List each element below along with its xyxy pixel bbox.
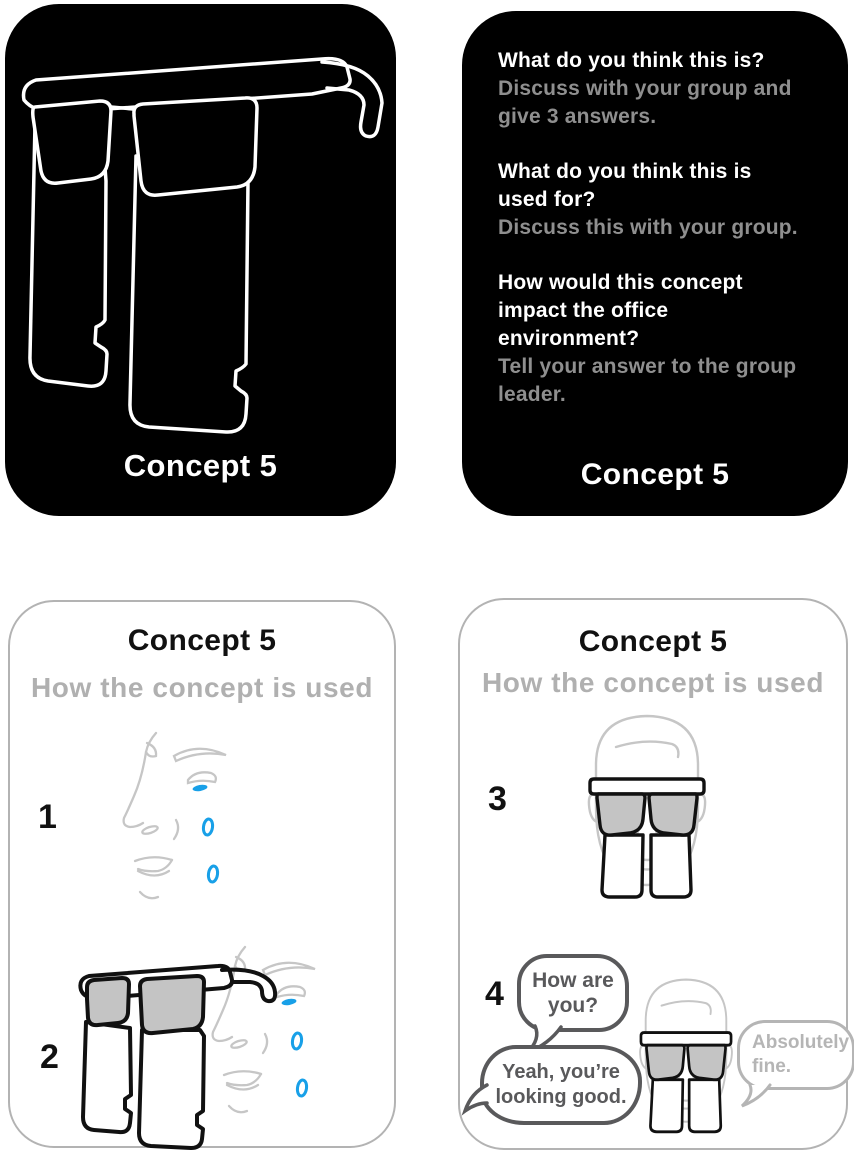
step-number-3: 3 — [488, 780, 507, 818]
questions-card — [462, 11, 848, 516]
questions-block — [462, 11, 824, 409]
bubble-text-line: fine. — [752, 1056, 792, 1077]
right-collector-tube — [130, 156, 248, 432]
right-lens — [140, 976, 204, 1033]
concept-front-card — [5, 4, 396, 516]
question-group — [498, 269, 798, 409]
card-title: Concept 5 — [578, 625, 728, 658]
person-wearing-device-illustration — [585, 707, 709, 902]
answer-instruction: Discuss this with your group. — [498, 216, 798, 239]
answer-instruction: Discuss with your group and give 3 answers. — [498, 77, 792, 128]
crying-face-profile-illustration — [122, 730, 232, 910]
device-collecting-tears-illustration — [72, 942, 402, 1152]
question-text: What do you think this is? — [498, 49, 765, 72]
card-subtitle: How the concept is used — [481, 667, 825, 698]
step-number-2: 2 — [40, 1038, 59, 1076]
usage-card-steps-3-4 — [458, 598, 848, 1150]
person-wearing-device-small-illustration — [637, 972, 735, 1136]
card-subtitle: How the concept is used — [30, 672, 374, 703]
question-group — [498, 158, 798, 242]
step-number-1: 1 — [38, 798, 57, 836]
card-title: Concept 5 — [127, 624, 277, 657]
card-title: Concept 5 — [123, 448, 278, 483]
right-collector-tube — [139, 1030, 204, 1148]
usage-card-steps-1-2 — [8, 600, 396, 1148]
bubble-text-line: looking good. — [495, 1086, 627, 1108]
bubble-text-line: Yeah, you’re — [502, 1061, 620, 1083]
step-number-4: 4 — [485, 975, 504, 1013]
speech-bubble-how-are-you — [517, 954, 629, 1032]
left-collector-tube — [83, 1022, 131, 1132]
bubble-tail-icon — [742, 1083, 776, 1109]
bubble-text-line: How are — [532, 969, 614, 992]
answer-instruction: Tell your answer to the group leader. — [498, 355, 797, 406]
tear-collecting-glasses-illustration — [5, 6, 396, 461]
speech-bubble-absolutely-fine — [737, 1020, 854, 1090]
question-group — [498, 47, 798, 131]
question-text: How would this concept impact the office environment? — [498, 271, 743, 350]
question-text: What do you think this is used for? — [498, 160, 752, 211]
right-lens — [134, 98, 257, 195]
bubble-text-line: you? — [547, 994, 599, 1017]
tear-collector-device — [80, 966, 275, 1148]
card-title: Concept 5 — [580, 458, 730, 491]
left-lens — [33, 101, 111, 183]
left-lens — [87, 978, 129, 1025]
bridge — [111, 107, 133, 109]
bubble-tail-icon — [463, 1083, 489, 1113]
speech-bubble-looking-good — [480, 1045, 642, 1125]
bubble-text-line: Absolutely — [752, 1032, 850, 1053]
